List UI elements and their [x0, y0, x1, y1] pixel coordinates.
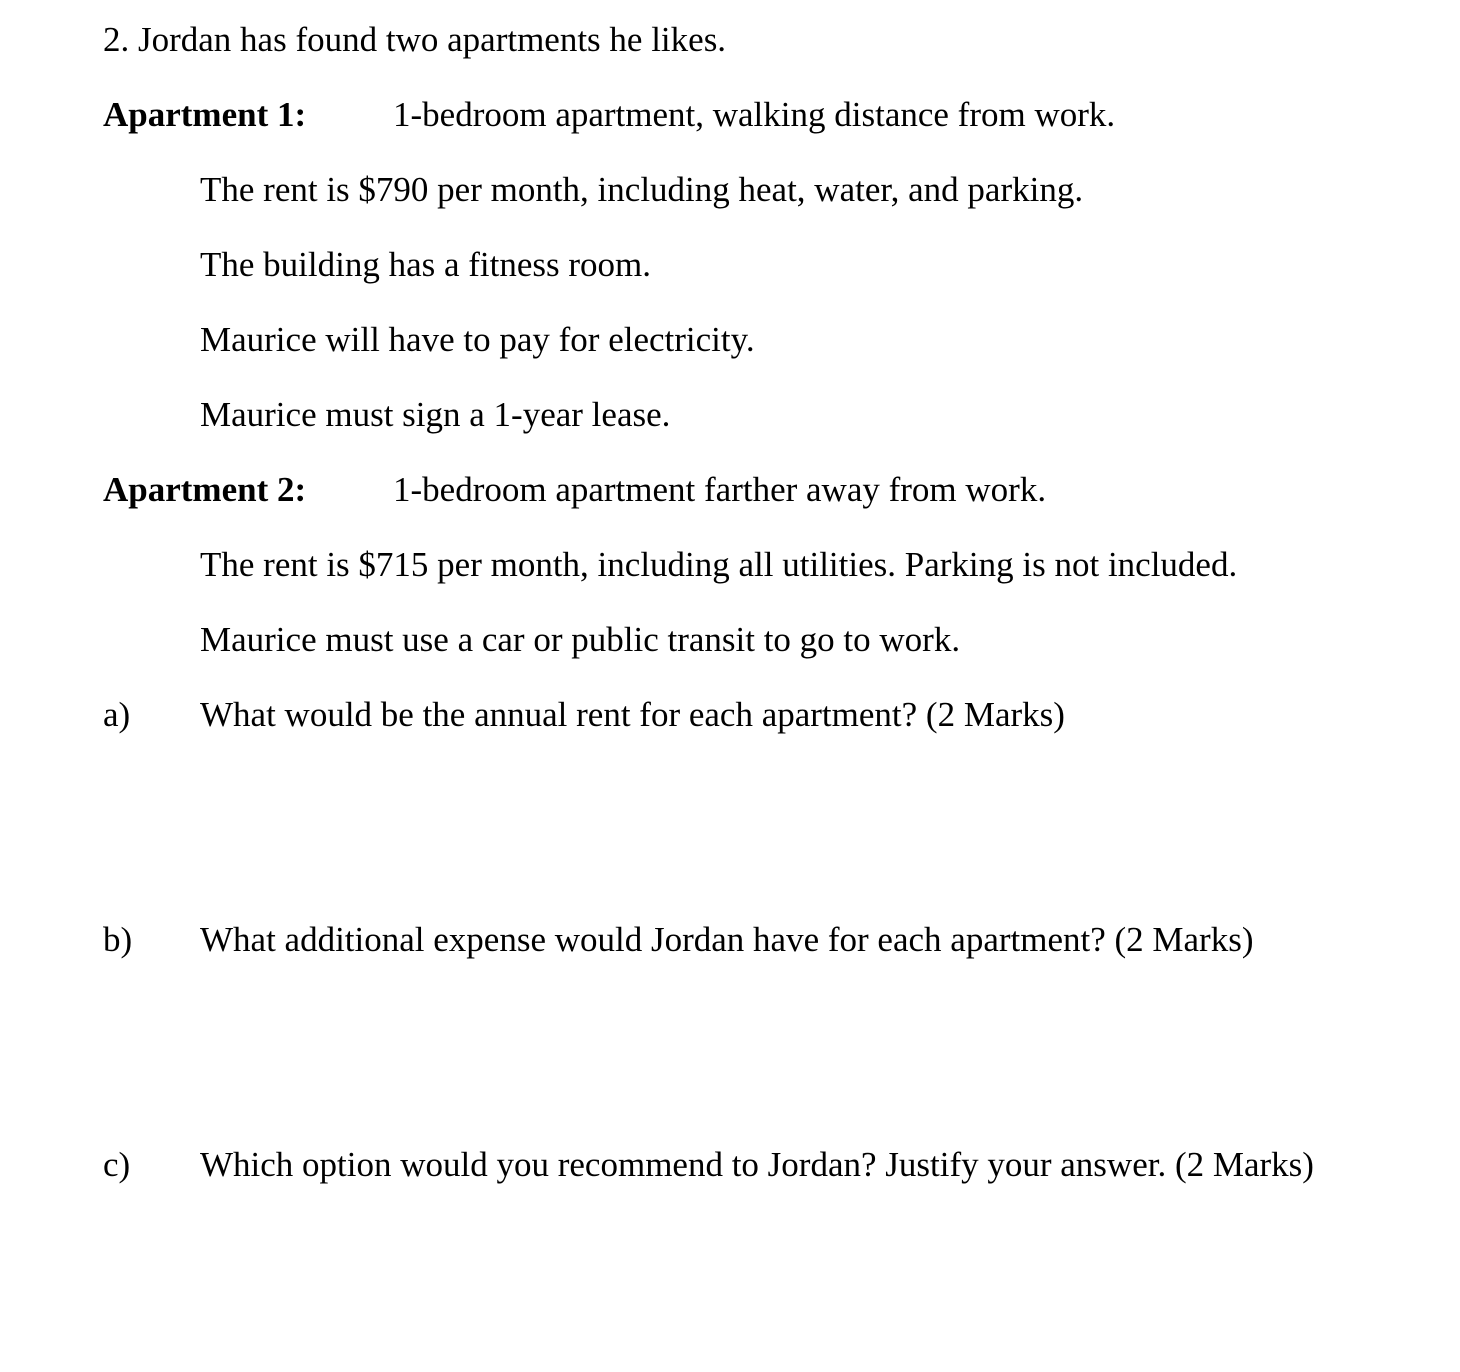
apartment-2-detail: Maurice must use a car or public transit to go to work. — [200, 620, 961, 659]
question-heading: 2. Jordan has found two apartments he likes. — [103, 20, 727, 59]
part-b-question: What additional expense would Jordan have for each apartment? (2 Marks) — [200, 920, 1254, 959]
apartment-1-detail: Maurice must sign a 1-year lease. — [200, 395, 671, 434]
apartment-1-detail: The building has a fitness room. — [200, 245, 652, 284]
apartment-1-detail: The rent is $790 per month, including heat, water, and parking. — [200, 170, 1084, 209]
part-c-letter: c) — [103, 1145, 131, 1184]
part-b-letter: b) — [103, 920, 133, 959]
part-a-letter: a) — [103, 695, 131, 734]
apartment-2-label: Apartment 2: — [103, 470, 307, 509]
part-a-question: What would be the annual rent for each apartment? (2 Marks) — [200, 695, 1065, 734]
apartment-2-detail: The rent is $715 per month, including all utilities. Parking is not included. — [200, 545, 1238, 584]
apartment-1-detail: Maurice will have to pay for electricity. — [200, 320, 755, 359]
apartment-2-summary: 1-bedroom apartment farther away from work. — [393, 470, 1047, 509]
apartment-1-summary: 1-bedroom apartment, walking distance from work. — [393, 95, 1116, 134]
part-c-question: Which option would you recommend to Jordan? Justify your answer. (2 Marks) — [200, 1145, 1314, 1184]
apartment-1-label: Apartment 1: — [103, 95, 307, 134]
